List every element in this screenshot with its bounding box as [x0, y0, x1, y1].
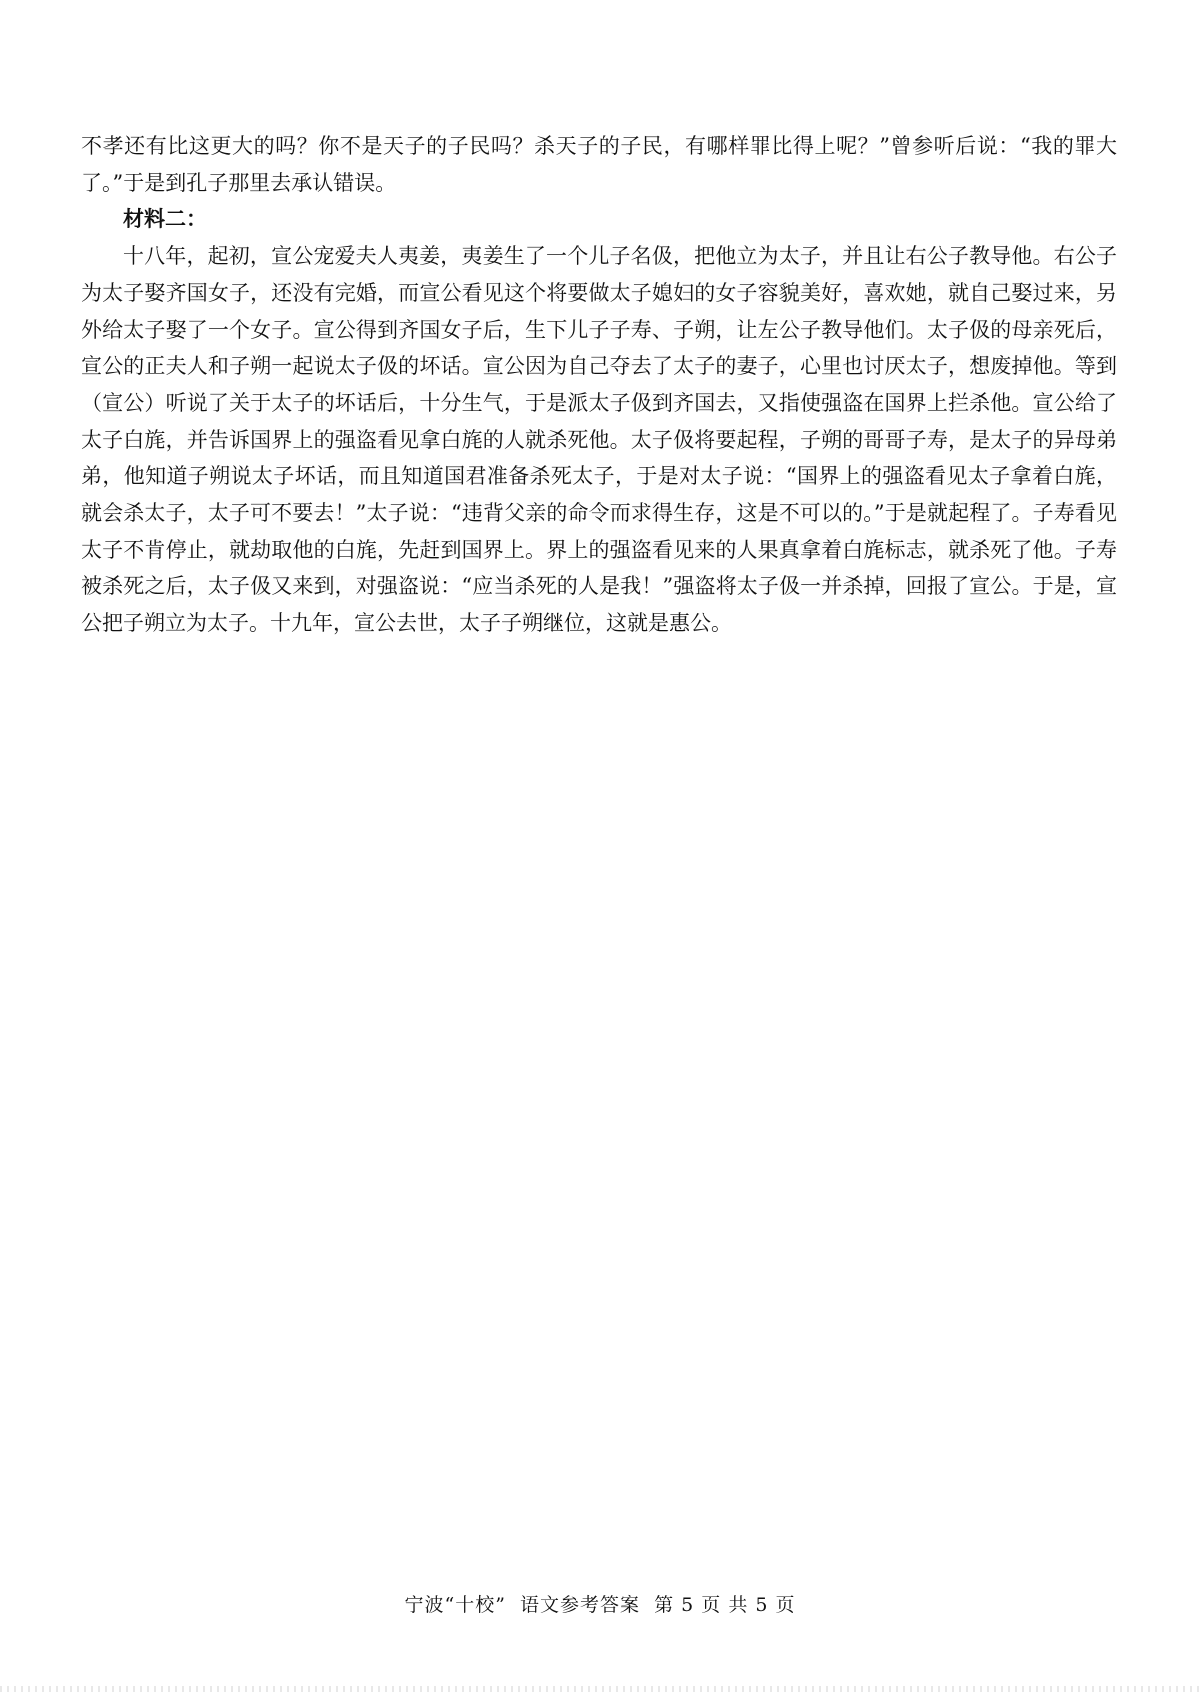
section-heading-material-two: 材料二： [123, 206, 207, 232]
document-body [81, 128, 1117, 642]
footer-subject: 语文参考答案 [520, 1594, 641, 1616]
footer-school: 宁波“十校” [404, 1594, 506, 1616]
scan-edge-noise [0, 1686, 1200, 1692]
continuation-paragraph: 不孝还有比这更大的吗？你不是天子的子民吗？杀天子的子民，有哪样罪比得上呢？”曾参听后说：“我的罪大了。”于是到孔子那里去承认错误。 [81, 134, 1117, 195]
page-footer [0, 1590, 1200, 1617]
material-two-paragraph: 十八年，起初，宣公宠爱夫人夷姜，夷姜生了一个儿子名伋，把他立为太子，并且让右公子教导他。右公子为太子娶齐国女子，还没有完婚，而宣公看见这个将要做太子媳妇的女子容貌美好，喜欢她，就自己娶过来，另外给太子娶了一个女子。宣公得到齐国女子后，生下儿子子寿、子朔，让左公子教导他们。太子伋的母亲死后，宣公的正夫人和子朔一起说太子伋的坏话。宣公因为自己夺去了太子的妻子，心里也讨厌太子，想废掉他。等到（宣公）听说了关于太子的坏话后，十分生气，于是派太子伋到齐国去，又指使强盗在国界上拦杀他。宣公给了太子白旄，并告诉国界上的强盗看见拿白旄的人就杀死他。太子伋将要起程，子朔的哥哥子寿，是太子的异母弟弟，他知道子朔说太子坏话，而且知道国君准备杀死太子，于是对太子说：“国界上的强盗看见太子拿着白旄，就会杀太子，太子可不要去！”太子说：“违背父亲的命令而求得生存，这是不可以的。”于是就起程了。子寿看见太子不肯停止，就劫取他的白旄，先赶到国界上。界上的强盗看见来的人果真拿着白旄标志，就杀死了他。子寿被杀死之后，太子伋又来到，对强盗说：“应当杀死的人是我！”强盗将太子伋一并杀掉，回报了宣公。于是，宣公把子朔立为太子。十九年，宣公去世，太子子朔继位，这就是惠公。 [81, 244, 1117, 636]
footer-page-number: 第 5 页 共 5 页 [654, 1594, 796, 1616]
